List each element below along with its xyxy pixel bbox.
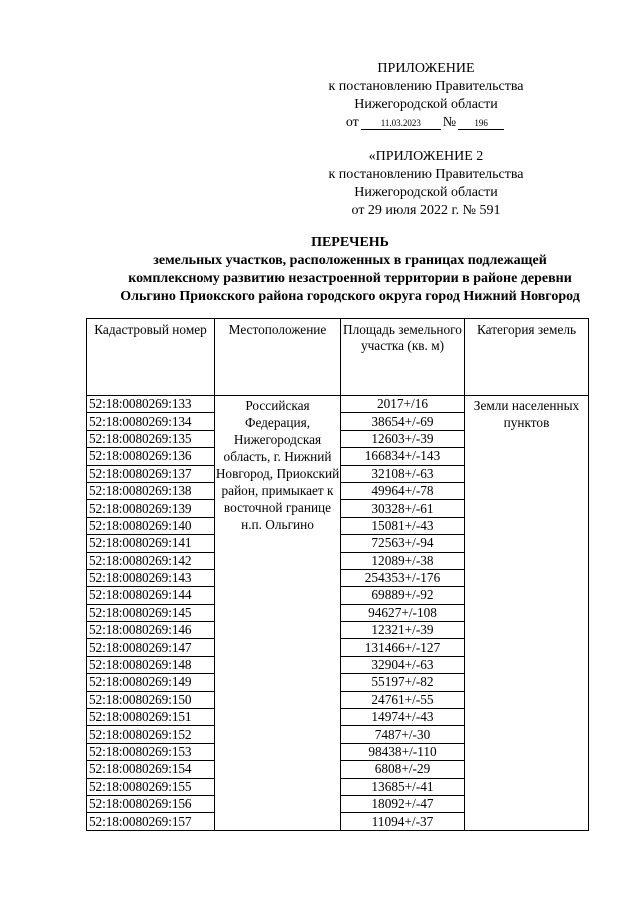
appendix2-line-3: от 29 июля 2022 г. № 591 xyxy=(351,203,501,218)
header-location: Местоположение xyxy=(215,319,341,396)
header-category: Категория земель xyxy=(465,319,589,396)
cadastral-number-cell: 52:18:0080269:135 xyxy=(87,430,215,447)
cadastral-number-cell: 52:18:0080269:137 xyxy=(87,465,215,482)
area-cell: 98438+/-110 xyxy=(341,743,465,760)
area-cell: 14974+/-43 xyxy=(341,709,465,726)
area-cell: 13685+/-41 xyxy=(341,778,465,795)
cadastral-number-cell: 52:18:0080269:142 xyxy=(87,552,215,569)
area-cell: 24761+/-55 xyxy=(341,691,465,708)
appendix-line-1: к постановлению Правительства xyxy=(328,79,524,94)
area-cell: 55197+/-82 xyxy=(341,674,465,691)
cadastral-number-cell: 52:18:0080269:145 xyxy=(87,604,215,621)
appendix-line-2: Нижегородской области xyxy=(354,97,498,112)
header-area: Площадь земельного участка (кв. м) xyxy=(341,319,465,396)
area-cell: 166834+/-143 xyxy=(341,448,465,465)
heading-line-2: комплексному развитию незастроенной территории в районе деревни xyxy=(128,271,572,286)
area-cell: 12321+/-39 xyxy=(341,622,465,639)
category-cell: Земли населенных пунктов xyxy=(465,396,589,831)
cadastral-number-cell: 52:18:0080269:133 xyxy=(87,396,215,413)
area-cell: 72563+/-94 xyxy=(341,535,465,552)
cadastral-number-cell: 52:18:0080269:136 xyxy=(87,448,215,465)
cadastral-number-cell: 52:18:0080269:139 xyxy=(87,500,215,517)
cadastral-number-cell: 52:18:0080269:157 xyxy=(87,813,215,830)
appendix-title: ПРИЛОЖЕНИЕ xyxy=(377,61,475,76)
cadastral-number-cell: 52:18:0080269:154 xyxy=(87,761,215,778)
cadastral-number-cell: 52:18:0080269:147 xyxy=(87,639,215,656)
area-cell: 49964+/-78 xyxy=(341,482,465,499)
cadastral-number-cell: 52:18:0080269:141 xyxy=(87,535,215,552)
area-cell: 18092+/-47 xyxy=(341,795,465,812)
appendix-date-line xyxy=(300,114,552,132)
date-value: 11.03.2023 xyxy=(361,118,441,130)
cadastral-number-cell: 52:18:0080269:151 xyxy=(87,709,215,726)
number-prefix: № xyxy=(442,115,457,130)
area-cell: 7487+/-30 xyxy=(341,726,465,743)
heading-line-1: земельных участков, расположенных в границах подлежащей xyxy=(153,253,547,268)
area-cell: 94627+/-108 xyxy=(341,604,465,621)
heading-title: ПЕРЕЧЕНЬ xyxy=(311,235,389,250)
cadastral-number-cell: 52:18:0080269:140 xyxy=(87,517,215,534)
header-cadastral-number: Кадастровый номер xyxy=(87,319,215,396)
appendix2-header xyxy=(300,148,552,220)
area-cell: 38654+/-69 xyxy=(341,413,465,430)
cadastral-number-cell: 52:18:0080269:146 xyxy=(87,622,215,639)
area-cell: 11094+/-37 xyxy=(341,813,465,830)
area-cell: 2017+/16 xyxy=(341,396,465,413)
cadastral-number-cell: 52:18:0080269:144 xyxy=(87,587,215,604)
cadastral-number-cell: 52:18:0080269:156 xyxy=(87,795,215,812)
date-prefix: от xyxy=(345,115,359,130)
area-cell: 30328+/-61 xyxy=(341,500,465,517)
appendix2-line-2: Нижегородской области xyxy=(354,185,498,200)
area-cell: 6808+/-29 xyxy=(341,761,465,778)
location-cell: Российская Федерация, Нижегородская область, г. Нижний Новгород, Приокский район, примыкает к восточной границе н.п. Ольгино xyxy=(215,396,341,831)
area-cell: 12089+/-38 xyxy=(341,552,465,569)
heading-line-3: Ольгино Приокского района городского округа город Нижний Новгород xyxy=(120,289,580,304)
appendix2-line-1: к постановлению Правительства xyxy=(328,167,524,182)
area-cell: 32904+/-63 xyxy=(341,656,465,673)
area-cell: 15081+/-43 xyxy=(341,517,465,534)
cadastral-number-cell: 52:18:0080269:149 xyxy=(87,674,215,691)
land-plots-table xyxy=(86,318,589,831)
area-cell: 12603+/-39 xyxy=(341,430,465,447)
cadastral-number-cell: 52:18:0080269:138 xyxy=(87,482,215,499)
cadastral-number-cell: 52:18:0080269:148 xyxy=(87,656,215,673)
cadastral-number-cell: 52:18:0080269:153 xyxy=(87,743,215,760)
document-heading xyxy=(60,234,640,306)
appendix-header xyxy=(300,60,552,132)
cadastral-number-cell: 52:18:0080269:134 xyxy=(87,413,215,430)
area-cell: 32108+/-63 xyxy=(341,465,465,482)
table-row xyxy=(87,396,589,413)
cadastral-number-cell: 52:18:0080269:152 xyxy=(87,726,215,743)
appendix2-title: «ПРИЛОЖЕНИЕ 2 xyxy=(368,149,484,164)
area-cell: 69889+/-92 xyxy=(341,587,465,604)
cadastral-number-cell: 52:18:0080269:155 xyxy=(87,778,215,795)
cadastral-number-cell: 52:18:0080269:150 xyxy=(87,691,215,708)
table-body xyxy=(87,396,589,831)
area-cell: 131466+/-127 xyxy=(341,639,465,656)
area-cell: 254353+/-176 xyxy=(341,569,465,586)
cadastral-number-cell: 52:18:0080269:143 xyxy=(87,569,215,586)
number-value: 196 xyxy=(458,118,504,130)
